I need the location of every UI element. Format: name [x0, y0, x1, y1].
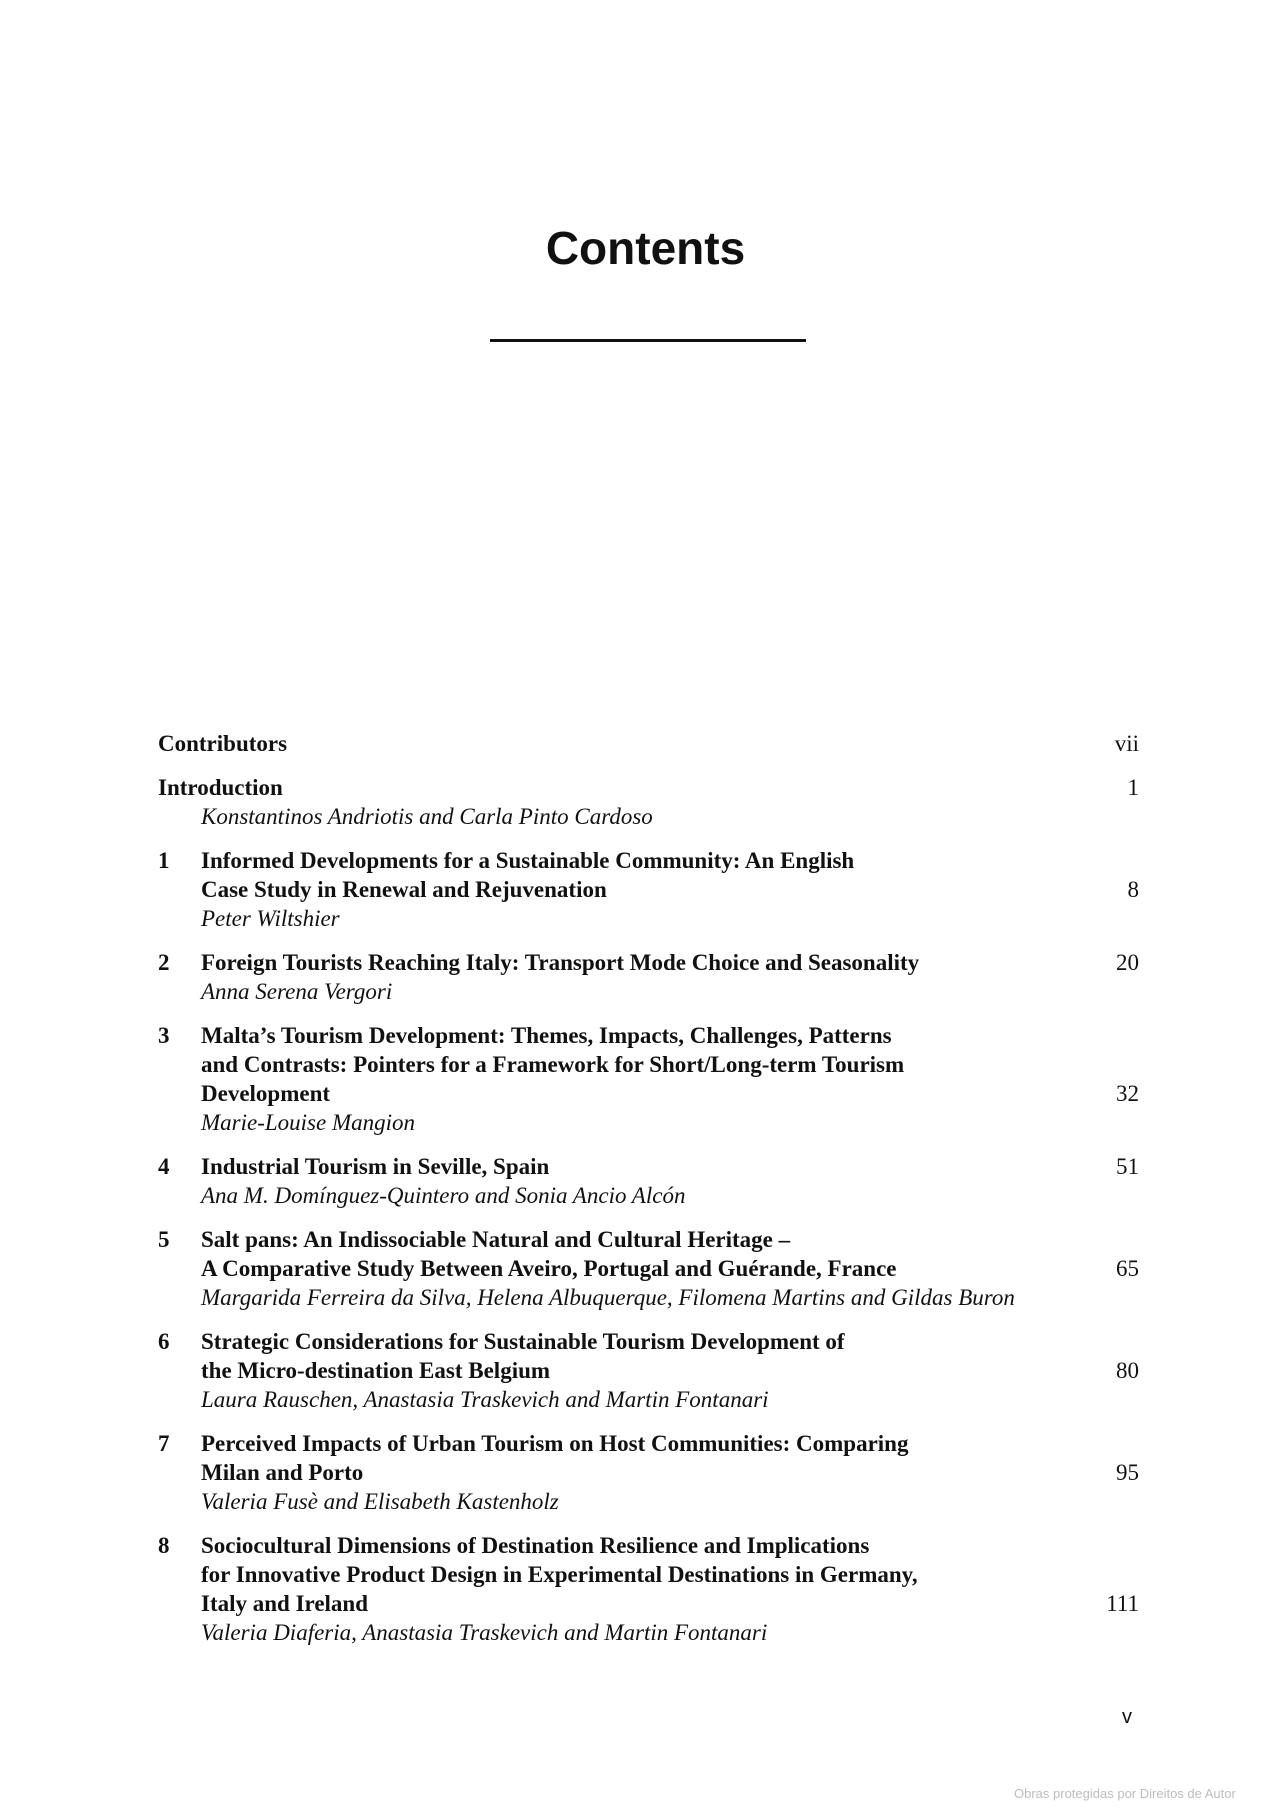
title-line: Development	[201, 1081, 331, 1106]
chapter-number: 8	[158, 1533, 170, 1558]
toc-entry-introduction[interactable]	[158, 773, 1139, 831]
entry-page-number: 95	[1116, 1460, 1139, 1485]
title-line: for Innovative Product Design in Experimental Destinations in Germany,	[201, 1562, 918, 1587]
chapter-number: 4	[158, 1154, 170, 1179]
title-line: and Contrasts: Pointers for a Framework for Short/Long-term Tourism	[201, 1052, 905, 1077]
page-title: Contents	[545, 222, 746, 274]
copyright-watermark: Obras protegidas por Direitos de Autor	[1014, 1786, 1236, 1801]
toc-entry-chapter[interactable]	[158, 846, 1139, 933]
entry-authors: Konstantinos Andriotis and Carla Pinto Cardoso	[201, 804, 653, 829]
entry-page-number: 51	[1116, 1154, 1139, 1179]
entry-authors: Margarida Ferreira da Silva, Helena Albuquerque, Filomena Martins and Gildas Buron	[201, 1285, 1015, 1310]
chapter-title	[201, 948, 1071, 977]
toc-entry-chapter[interactable]	[158, 1225, 1139, 1312]
chapter-title	[201, 1429, 1061, 1487]
chapter-number: 1	[158, 848, 170, 873]
entry-page-number: 80	[1116, 1358, 1139, 1383]
entry-authors: Anna Serena Vergori	[201, 979, 393, 1004]
toc-entry-chapter[interactable]	[158, 1327, 1139, 1414]
entry-authors: Peter Wiltshier	[201, 906, 340, 931]
toc-entry-chapter[interactable]	[158, 948, 1139, 1006]
entry-authors: Valeria Diaferia, Anastasia Traskevich and Martin Fontanari	[201, 1620, 768, 1645]
entry-page-number: 111	[1106, 1591, 1139, 1616]
chapter-number: 2	[158, 950, 170, 975]
title-line: Malta’s Tourism Development: Themes, Impacts, Challenges, Patterns	[201, 1023, 892, 1048]
title-line: A Comparative Study Between Aveiro, Portugal and Guérande, France	[201, 1256, 897, 1281]
chapter-number: 3	[158, 1023, 170, 1048]
entry-authors: Laura Rauschen, Anastasia Traskevich and Martin Fontanari	[201, 1387, 769, 1412]
title-line: Milan and Porto	[201, 1460, 364, 1485]
entry-page-number: vii	[1114, 731, 1139, 756]
chapter-title	[201, 1531, 1061, 1618]
page-folio: v	[1122, 1706, 1132, 1728]
title-line: Italy and Ireland	[201, 1591, 369, 1616]
chapter-title	[201, 1152, 1061, 1181]
chapter-title	[201, 1327, 1061, 1385]
title-divider	[490, 339, 806, 342]
title-line: Perceived Impacts of Urban Tourism on Host Communities: Comparing	[201, 1431, 909, 1456]
chapter-number: 5	[158, 1227, 170, 1252]
title-line: Foreign Tourists Reaching Italy: Transport Mode Choice and Seasonality	[201, 950, 920, 975]
chapter-title	[201, 846, 1061, 904]
title-line: Informed Developments for a Sustainable Community: An English	[201, 848, 855, 873]
entry-authors: Ana M. Domínguez-Quintero and Sonia Ancio Alcón	[201, 1183, 686, 1208]
chapter-title	[201, 1021, 1061, 1108]
toc-entry-chapter[interactable]	[158, 1152, 1139, 1210]
chapter-title	[201, 1225, 1061, 1283]
table-of-contents	[158, 729, 1139, 1662]
toc-entry-chapter[interactable]	[158, 1531, 1139, 1647]
toc-entry-chapter[interactable]	[158, 1021, 1139, 1137]
chapter-number: 7	[158, 1431, 170, 1456]
title-line: the Micro-destination East Belgium	[201, 1358, 551, 1383]
entry-page-number: 65	[1116, 1256, 1139, 1281]
chapter-number: 6	[158, 1329, 170, 1354]
toc-entry-chapter[interactable]	[158, 1429, 1139, 1516]
title-line: Case Study in Renewal and Rejuvenation	[201, 877, 607, 902]
entry-page-number: 1	[1127, 775, 1139, 800]
entry-title: Contributors	[158, 731, 288, 756]
title-line: Sociocultural Dimensions of Destination Resilience and Implications	[201, 1533, 870, 1558]
title-line: Industrial Tourism in Seville, Spain	[201, 1154, 550, 1179]
entry-title: Introduction	[158, 775, 283, 800]
title-line: Salt pans: An Indissociable Natural and Cultural Heritage –	[201, 1227, 791, 1252]
title-line: Strategic Considerations for Sustainable Tourism Development of	[201, 1329, 845, 1354]
toc-entry-contributors[interactable]	[158, 729, 1139, 758]
entry-page-number: 8	[1127, 877, 1139, 902]
entry-page-number: 20	[1116, 950, 1139, 975]
entry-authors: Marie-Louise Mangion	[201, 1110, 416, 1135]
entry-authors: Valeria Fusè and Elisabeth Kastenholz	[201, 1489, 559, 1514]
entry-page-number: 32	[1116, 1081, 1139, 1106]
